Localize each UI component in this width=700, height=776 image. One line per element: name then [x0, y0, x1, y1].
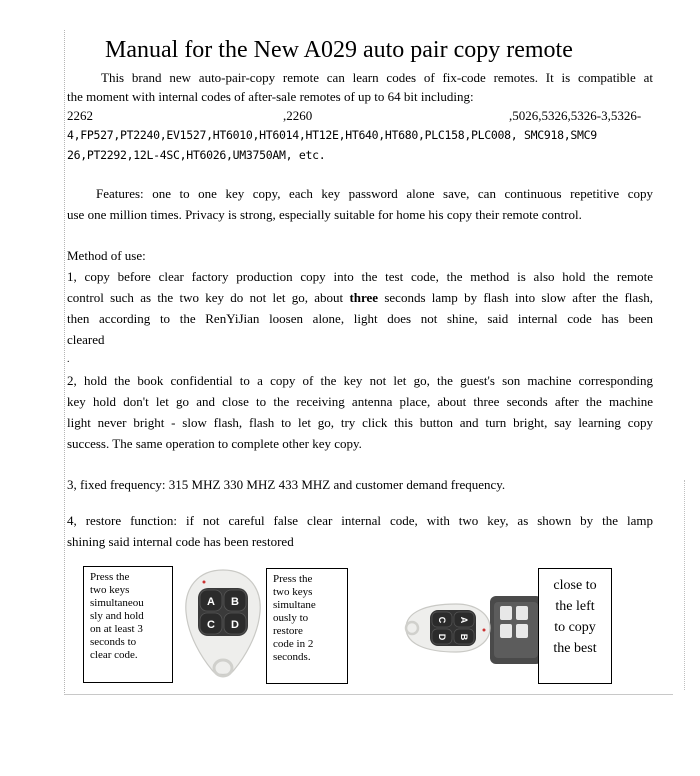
step2-line-1: 2, hold the book confidential to a copy of the key not let go, the guest's son machine corresponding	[67, 373, 653, 388]
intro-line-3c: ,5026,5326,5326-3,5326-	[509, 108, 642, 123]
callout-restore-code: Press the two keys simultane ously to restore code in 2 seconds.	[266, 568, 348, 684]
new-remote-graphic	[406, 604, 490, 652]
page-edge-rule	[684, 480, 685, 690]
features-line-1: Features: one to one key copy, each key password alone save, can continuous repetitive copy	[96, 186, 653, 201]
callout-copy-tip: close to the left to copy the best	[538, 568, 612, 684]
step4-line-2: shining said internal code has been restored	[67, 534, 294, 549]
features-line-2: use one million times. Privacy is strong, especially suitable for home his copy their remote control.	[67, 207, 582, 222]
intro-line-3a: 2262	[67, 108, 93, 123]
step1-line-4: cleared	[67, 332, 105, 347]
intro-line-2: the moment with internal codes of after-sale remotes of up to 64 bit including:	[67, 89, 474, 104]
key-c-label: C	[207, 619, 215, 631]
step1-line-3: then according to the RenYiJian loosen alone, light does not shine, said internal code has been	[67, 311, 653, 326]
step2-line-2: key hold don't let go and close to the receiving antenna place, about three seconds after the machine	[67, 394, 653, 409]
method-heading: Method of use:	[67, 248, 146, 263]
step2-line-3: light never bright - slow flash, flash to let go, try click this button and turn bright, say learning copy	[67, 415, 653, 430]
intro-line-5: 26,PT2292,12L-4SC,HT6026,UM3750AM, etc.	[67, 148, 326, 162]
page-title: Manual for the New A029 auto pair copy remote	[105, 37, 573, 63]
intro-line-1: This brand new auto-pair-copy remote can learn codes of fix-code remotes. It is compatible at	[101, 70, 653, 85]
step1-dot: .	[67, 354, 70, 365]
svg-text:A: A	[459, 616, 469, 624]
intro-line-4: 4,FP527,PT2240,EV1527,HT6010,HT6014,HT12E,HT640,HT680,PLC158,PLC008, SMC918,SMC9	[67, 128, 597, 142]
intro-line-3b: ,2260	[283, 108, 313, 123]
key-b-label: B	[231, 596, 239, 608]
step3-line: 3, fixed frequency: 315 MHZ 330 MHZ 433 MHZ and customer demand frequency.	[67, 477, 506, 492]
copy-illustration	[396, 578, 542, 678]
source-remote-graphic	[490, 596, 542, 664]
key-a-label: A	[207, 596, 215, 608]
bold-three: three	[349, 290, 379, 305]
step1-line-2: control such as the two key do not let go, about three seconds lamp by flash into slow after the flash,	[67, 290, 653, 305]
callout-clear-code: Press the two keys simultaneou sly and hold on at least 3 seconds to clear code.	[83, 566, 173, 683]
svg-text:B: B	[459, 633, 469, 641]
step1-line-1: 1, copy before clear factory production copy into the test code, the method is also hold the remote	[67, 269, 653, 284]
svg-text:D: D	[437, 633, 447, 641]
svg-text:C: C	[437, 616, 447, 624]
remote-illustration-left	[178, 566, 268, 690]
step2-line-4: success. The same operation to complete other key copy.	[67, 436, 362, 451]
step4-line-1: 4, restore function: if not careful false clear internal code, with two key, as shown by the lamp	[67, 513, 653, 528]
key-d-label: D	[231, 619, 239, 631]
